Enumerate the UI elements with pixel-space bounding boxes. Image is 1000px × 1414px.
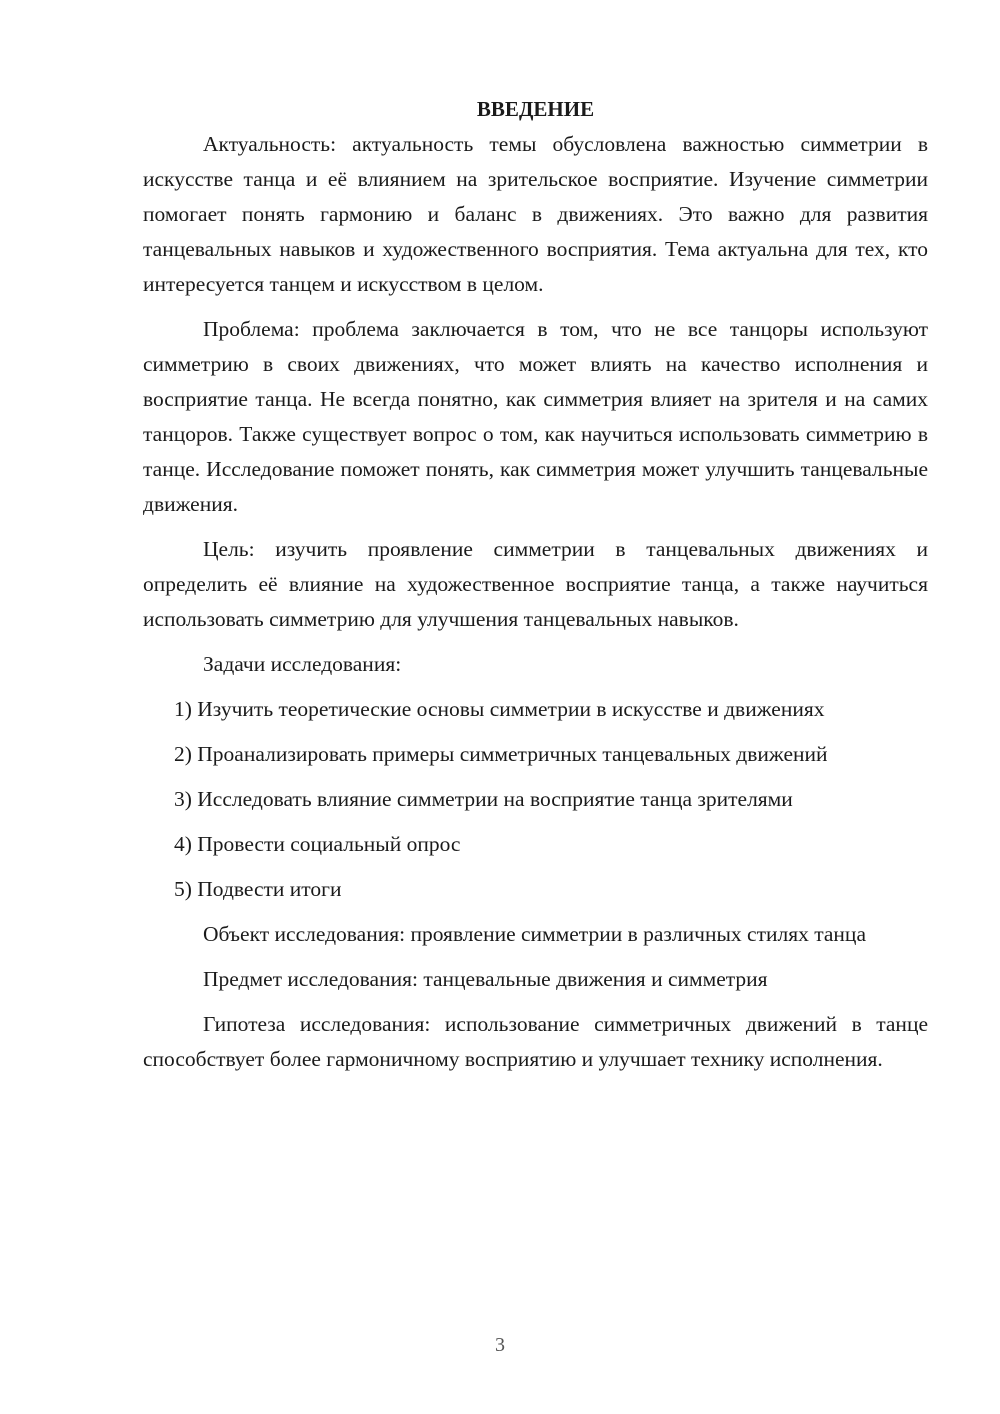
task-item-3: 3) Исследовать влияние симметрии на восприятие танца зрителями	[174, 787, 793, 811]
paragraph-object: Объект исследования: проявление симметрии в различных стилях танца	[203, 922, 866, 946]
document-page	[143, 92, 928, 1077]
paragraph-hypothesis: Гипотеза исследования: использование симметричных движений в танце способствует более гармоничному восприятию и улучшает технику исполнения.	[143, 1012, 928, 1071]
paragraph-subject: Предмет исследования: танцевальные движения и симметрия	[203, 967, 768, 991]
page-title: ВВЕДЕНИЕ	[476, 97, 595, 121]
page-number: 3	[495, 1334, 505, 1356]
paragraph-problem: Проблема: проблема заключается в том, что не все танцоры используют симметрию в своих движениях, что может влиять на качество исполнения и восприятие танца. Не всегда понятно, как симметрия влияет на зрителя и на самих танцоров. Также существует вопрос о том, как научиться использовать симметрию в танце. Исследование поможет понять, как симметрия может улучшить танцевальные движения.	[143, 317, 928, 516]
task-item-4: 4) Провести социальный опрос	[174, 832, 461, 856]
task-item-1: 1) Изучить теоретические основы симметрии в искусстве и движениях	[174, 697, 825, 721]
task-item-5: 5) Подвести итоги	[174, 877, 342, 901]
paragraph-relevance: Актуальность: актуальность темы обусловлена важностью симметрии в искусстве танца и её влиянием на зрительское восприятие. Изучение симметрии помогает понять гармонию и баланс в движениях. Это важно для развития танцевальных навыков и художественного восприятия. Тема актуальна для тех, кто интересуется танцем и искусством в целом.	[143, 132, 928, 296]
tasks-title: Задачи исследования:	[203, 652, 402, 676]
paragraph-goal: Цель: изучить проявление симметрии в танцевальных движениях и определить её влияние на художественное восприятие танца, а также научиться использовать симметрию для улучшения танцевальных навыков.	[143, 537, 928, 631]
task-item-2: 2) Проанализировать примеры симметричных танцевальных движений	[174, 742, 828, 766]
